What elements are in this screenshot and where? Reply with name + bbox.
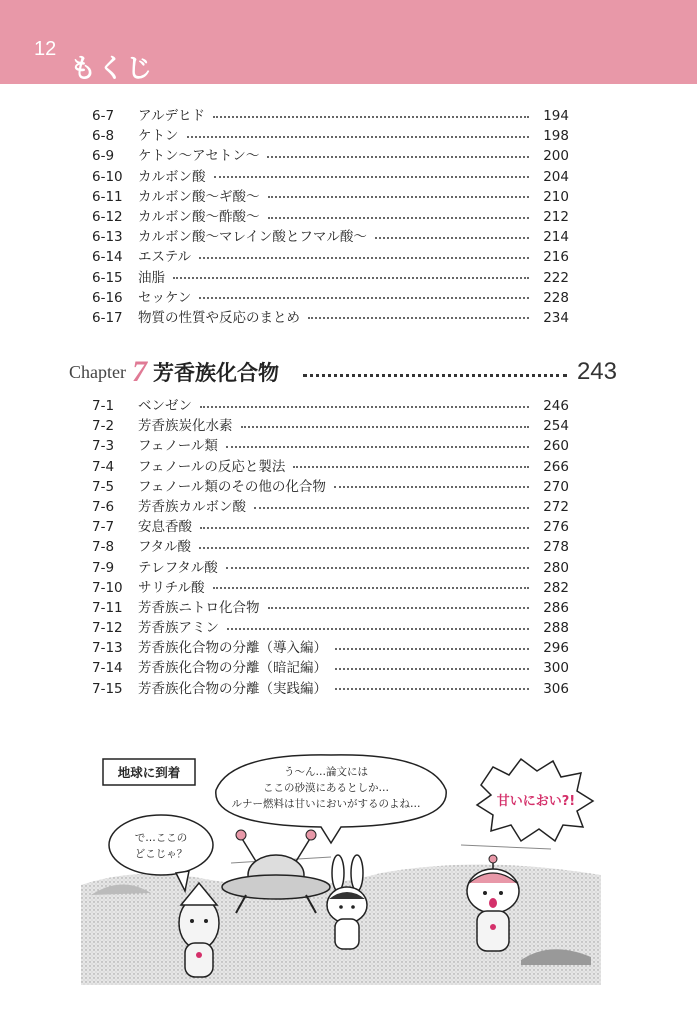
toc-entry[interactable] [92, 636, 569, 656]
toc-entry-page: 306 [543, 680, 569, 697]
toc-entry-number: 7-6 [92, 498, 115, 515]
toc-entry-page: 254 [543, 418, 569, 435]
toc-leader-dots [200, 405, 529, 408]
toc-entry-number: 7-14 [92, 660, 123, 677]
toc-entry-number: 7-8 [92, 539, 115, 556]
toc-entry[interactable] [92, 475, 569, 495]
toc-entry-number: 6-15 [92, 269, 123, 286]
toc-entry-page: 260 [543, 438, 569, 455]
toc-entry[interactable] [92, 576, 569, 596]
toc-entry-page: 210 [543, 188, 569, 205]
toc-entry-title: ケトン [138, 128, 179, 145]
toc-entry[interactable] [92, 205, 569, 225]
toc-entry-page: 234 [543, 309, 569, 326]
toc-entry-number: 7-13 [92, 640, 123, 657]
toc-entry-page: 278 [543, 539, 569, 556]
toc-entry-page: 300 [543, 660, 569, 677]
toc-entry-number: 7-2 [92, 418, 115, 435]
toc-entry-title: カルボン酸〜酢酸〜 [138, 208, 260, 225]
toc-leader-dots [199, 256, 529, 259]
toc-entry[interactable] [92, 616, 569, 636]
toc-entry[interactable] [92, 124, 569, 144]
toc-entry[interactable] [92, 266, 569, 286]
chapter-number: 7 [131, 355, 147, 388]
toc-entry-page: 214 [543, 229, 569, 246]
toc-entry-number: 7-10 [92, 579, 123, 596]
toc-entry-title: フェノール類のその他の化合物 [138, 478, 326, 495]
toc-entry-page: 222 [543, 269, 569, 286]
toc-entry-title: ベンゼン [138, 398, 192, 414]
toc-entry[interactable] [92, 535, 569, 555]
toc-entry[interactable] [92, 225, 569, 245]
toc-leader-dots [335, 647, 529, 650]
toc-leader-dots [308, 316, 529, 319]
toc-entry[interactable] [92, 306, 569, 326]
toc-entry[interactable] [92, 394, 569, 414]
toc-entry-number: 7-15 [92, 680, 123, 697]
toc-leader-dots [227, 627, 529, 630]
toc-leader-dots [335, 687, 529, 690]
toc-entry-title: カルボン酸〜マレイン酸とフマル酸〜 [138, 229, 367, 246]
toc-entry-number: 6-12 [92, 208, 123, 225]
chapter-title: 芳香族化合物 [152, 361, 279, 385]
toc-entry-title: 安息香酸 [138, 519, 192, 536]
toc-entry-number: 6-9 [92, 148, 115, 165]
toc-entry-page: 200 [543, 148, 569, 165]
toc-entry-title: アルデヒド [138, 108, 205, 124]
toc-entry-title: 芳香族化合物の分離（暗記編） [138, 660, 327, 677]
toc-entry-number: 6-10 [92, 168, 123, 185]
toc-entry[interactable] [92, 596, 569, 616]
chapter-leader-dots [303, 373, 567, 377]
chapter-label: Chapter [69, 361, 126, 382]
toc-entry[interactable] [92, 515, 569, 535]
page-title: もくじ [70, 54, 155, 84]
toc-leader-dots [267, 155, 529, 158]
toc-entry-page: 272 [543, 498, 569, 515]
chapter-page: 243 [576, 358, 617, 385]
toc-entry[interactable] [92, 144, 569, 164]
toc-entry-number: 6-8 [92, 128, 115, 145]
toc-entry-page: 204 [543, 168, 569, 185]
toc-entry-number: 7-5 [92, 478, 115, 495]
illustration-svg [81, 745, 601, 985]
toc-leader-dots [213, 586, 529, 589]
bubble-right-text: 甘いにおい?! [496, 794, 576, 809]
toc-leader-dots [187, 135, 530, 138]
bubble-center-line-1: う〜ん…論文には [284, 766, 368, 778]
bubble-left-line-2: どこじゃ？ [134, 848, 188, 860]
toc-entry-page: 246 [543, 398, 569, 414]
comic-illustration [81, 745, 601, 985]
toc-entry[interactable] [92, 656, 569, 676]
toc-entry-number: 7-4 [92, 458, 115, 475]
toc-leader-dots [226, 566, 529, 569]
toc-entry[interactable] [92, 455, 569, 475]
toc-entry-number: 6-17 [92, 309, 123, 326]
toc-entry-title: カルボン酸 [138, 168, 206, 185]
toc-entry[interactable] [92, 495, 569, 515]
toc-entry[interactable] [92, 434, 569, 454]
toc-chapter-7 [92, 394, 569, 697]
toc-entry-title: 芳香族カルボン酸 [138, 498, 246, 515]
bubble-left-line-1: で…ここの [134, 832, 188, 844]
toc-entry[interactable] [92, 286, 569, 306]
toc-leader-dots [173, 276, 529, 279]
toc-entry-number: 7-9 [92, 559, 115, 576]
toc-entry-page: 296 [543, 640, 569, 657]
toc-leader-dots [199, 296, 529, 299]
toc-entry-title: 芳香族炭化水素 [138, 418, 233, 435]
caption-text: 地球に到着 [117, 765, 181, 780]
toc-entry-number: 7-7 [92, 519, 115, 536]
page-number: 12 [34, 38, 57, 60]
toc-entry-number: 6-14 [92, 249, 123, 266]
bubble-center-line-2: ここの砂漠にあるとしか… [263, 782, 389, 794]
toc-leader-dots [268, 195, 530, 198]
toc-entry-title: フェノール類 [138, 438, 218, 455]
toc-entry[interactable] [92, 245, 569, 265]
chapter-7-heading[interactable] [69, 352, 617, 392]
toc-entry-title: テレフタル酸 [138, 559, 218, 576]
toc-entry-page: 276 [543, 519, 569, 536]
toc-entry-page: 286 [543, 599, 569, 616]
toc-entry-number: 6-16 [92, 289, 123, 306]
toc-entry-number: 7-12 [92, 620, 123, 637]
toc-entry-number: 7-11 [92, 599, 123, 616]
speech-bubble-left [109, 815, 213, 875]
toc-entry-page: 270 [543, 478, 569, 495]
toc-entry-title: 芳香族アミン [138, 620, 219, 637]
toc-entry-title: サリチル酸 [138, 579, 205, 596]
toc-leader-dots [226, 445, 529, 448]
toc-leader-dots [335, 667, 529, 670]
toc-leader-dots [254, 506, 529, 509]
toc-entry-number: 6-13 [92, 229, 123, 246]
toc-entry-page: 266 [543, 458, 569, 475]
toc-entry-title: フタル酸 [138, 539, 192, 556]
toc-entry-page: 194 [543, 108, 569, 124]
toc-leader-dots [214, 175, 530, 178]
toc-leader-dots [199, 546, 529, 549]
toc-leader-dots [268, 606, 530, 609]
toc-entry-title: 芳香族化合物の分離（導入編） [138, 640, 327, 657]
toc-leader-dots [268, 216, 530, 219]
toc-entry[interactable] [92, 104, 569, 124]
toc-entry-page: 216 [543, 249, 569, 266]
toc-entry-page: 228 [543, 289, 569, 306]
toc-entry[interactable] [92, 556, 569, 576]
toc-entry[interactable] [92, 185, 569, 205]
toc-entry[interactable] [92, 165, 569, 185]
toc-chapter-6 [92, 104, 569, 326]
toc-leader-dots [375, 236, 529, 239]
toc-entry-page: 282 [543, 579, 569, 596]
toc-entry-title: 芳香族ニトロ化合物 [138, 599, 260, 616]
bubble-center-line-3: ルナー燃料は甘いにおいがするのよね… [231, 798, 421, 810]
toc-entry-title: フェノールの反応と製法 [138, 458, 286, 475]
toc-leader-dots [213, 115, 529, 118]
toc-leader-dots [241, 425, 530, 428]
toc-leader-dots [293, 465, 529, 468]
toc-entry[interactable] [92, 414, 569, 434]
toc-leader-dots [334, 485, 529, 488]
toc-leader-dots [200, 526, 529, 529]
toc-entry-number: 7-3 [92, 438, 115, 455]
toc-entry-page: 198 [543, 128, 569, 145]
toc-entry-title: ケトン〜アセトン〜 [138, 148, 260, 165]
toc-entry-title: 物質の性質や反応のまとめ [138, 309, 300, 326]
toc-entry[interactable] [92, 677, 569, 697]
toc-entry-title: カルボン酸〜ギ酸〜 [138, 188, 260, 205]
toc-entry-number: 6-7 [92, 108, 115, 124]
toc-entry-title: 油脂 [138, 269, 165, 286]
header-bar [0, 0, 697, 84]
toc-entry-title: 芳香族化合物の分離（実践編） [138, 680, 327, 697]
toc-entry-page: 212 [543, 208, 569, 225]
toc-entry-number: 6-11 [92, 188, 123, 205]
toc-entry-page: 280 [543, 559, 569, 576]
toc-entry-number: 7-1 [92, 398, 115, 414]
toc-entry-title: セッケン [138, 289, 192, 306]
toc-entry-page: 288 [543, 620, 569, 637]
toc-entry-title: エステル [138, 249, 192, 266]
